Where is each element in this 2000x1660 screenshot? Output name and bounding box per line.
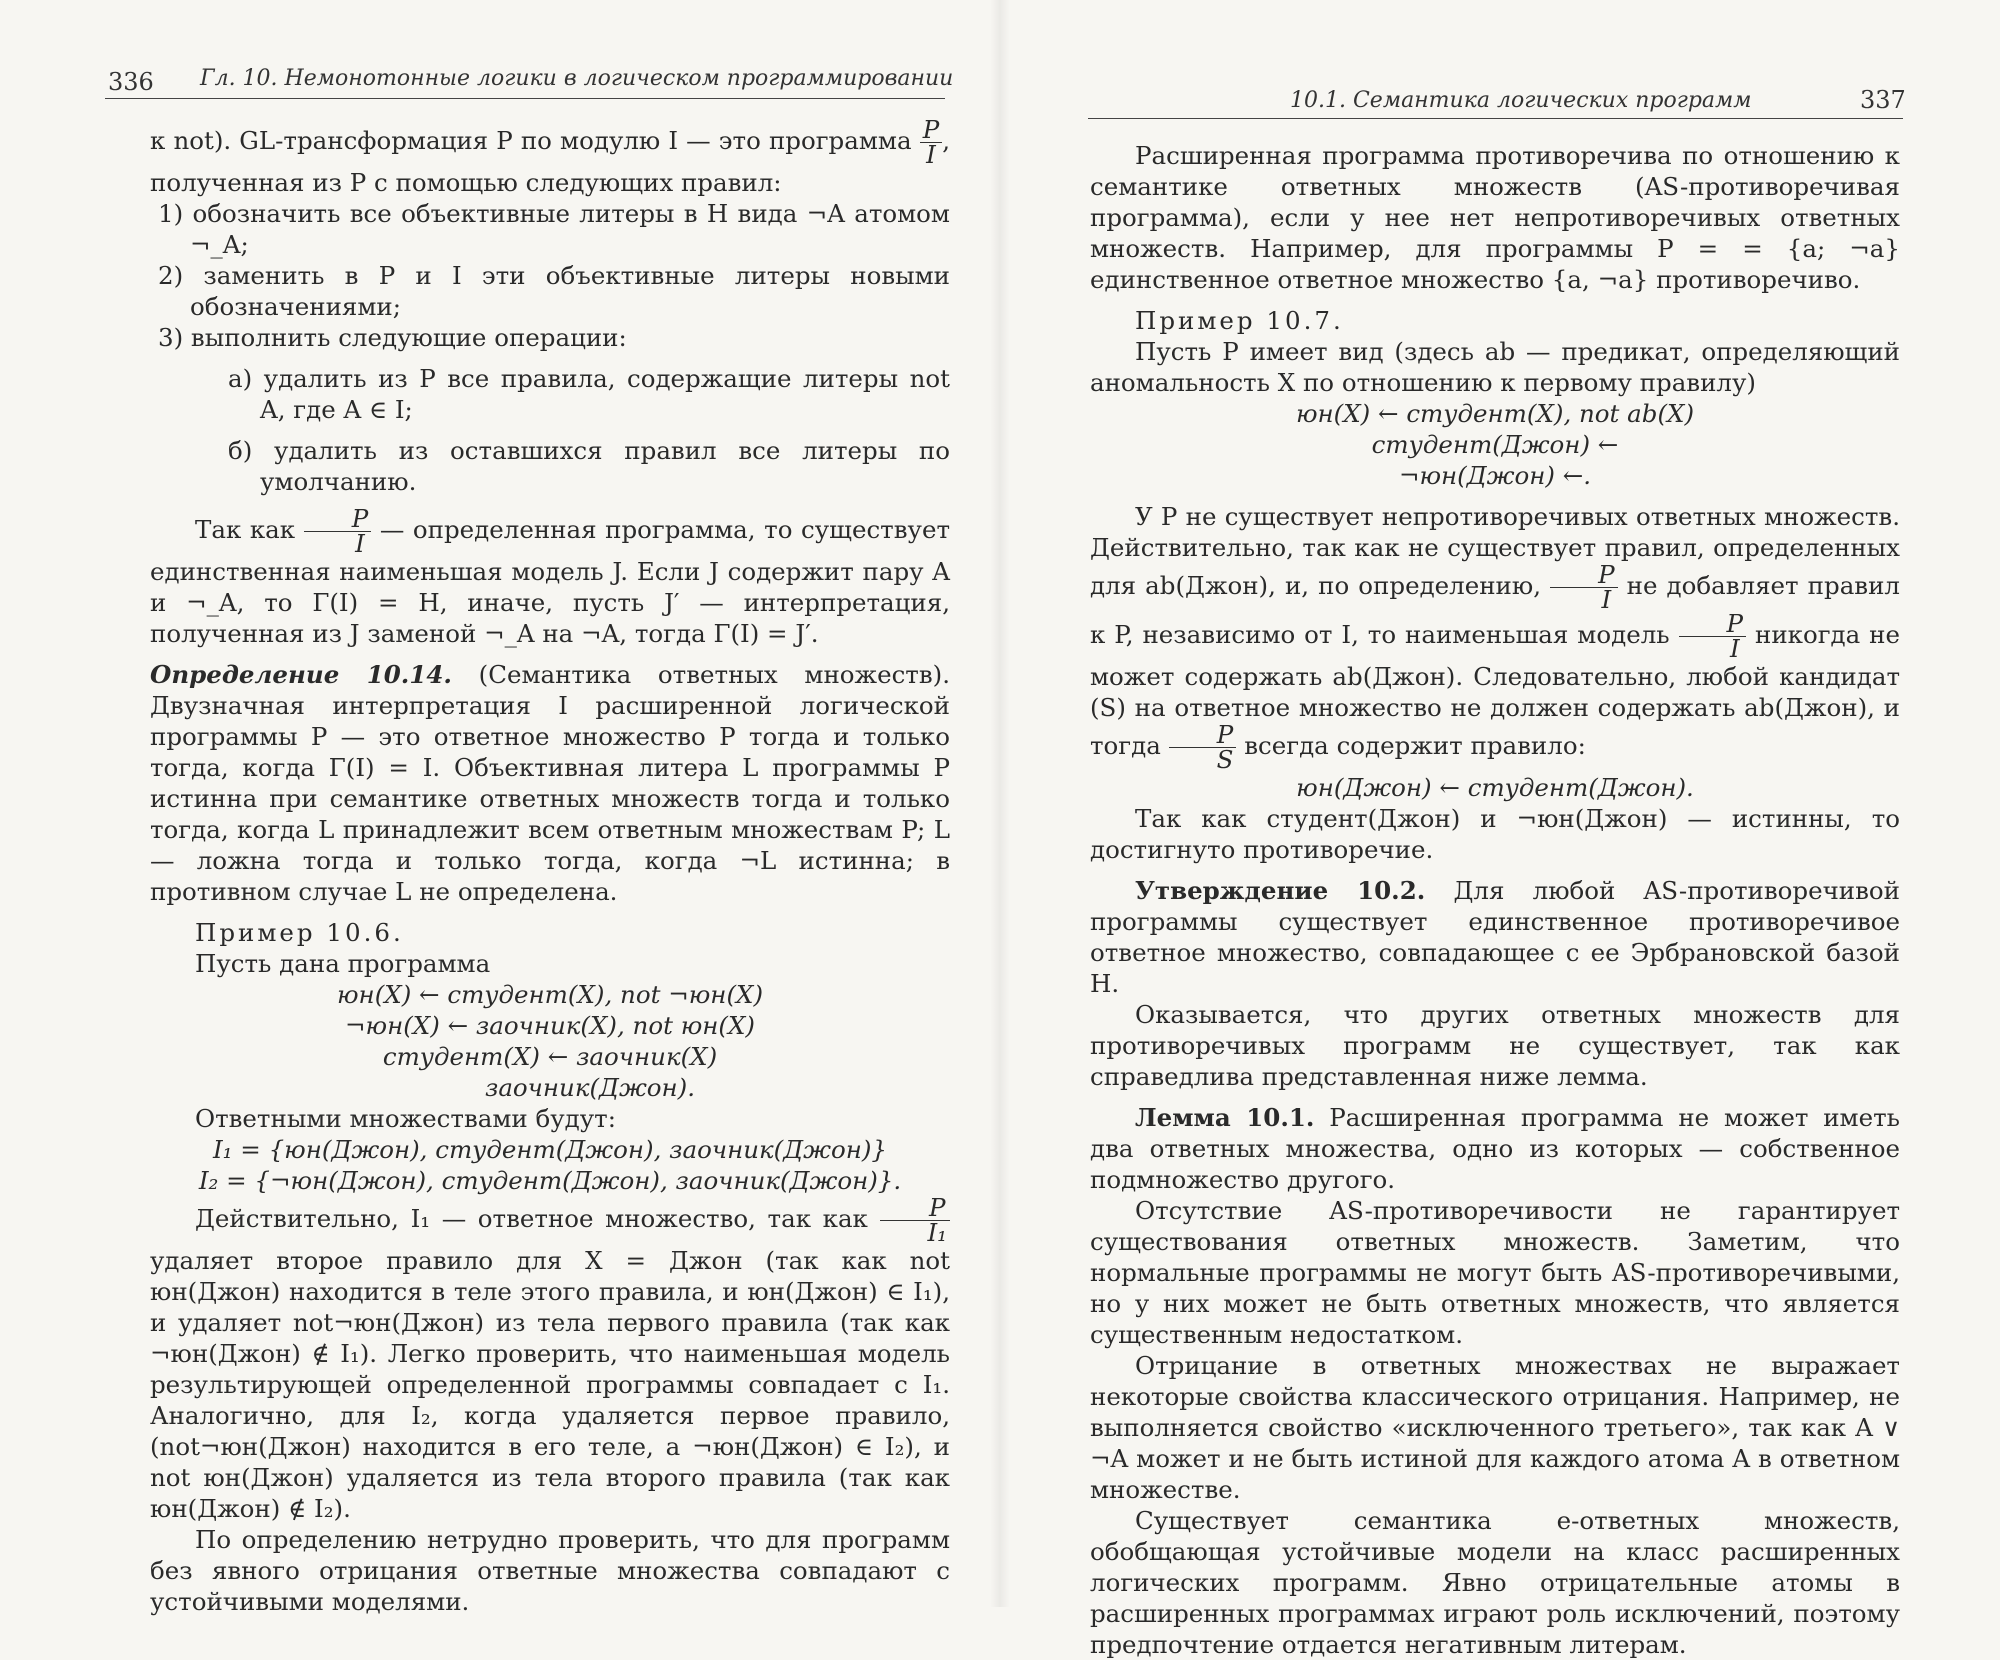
intro-paragraph: к not). GL-трансформация P по модулю I — это программа $\frac{P}{I}$ , полученная из P с помощью следующих правил:	[150, 115, 951, 197]
right-text-column	[1090, 140, 1900, 1660]
program-line: студент(X) ← заочник(X)	[382, 1042, 718, 1071]
example-title: Пример 10.7.	[1135, 306, 1344, 335]
fraction-p-over-s: $\frac{P}{S}$	[1169, 723, 1237, 772]
paragraph-e-answer-sets: Существует семантика e-ответных множеств, обобщающая устойчивые модели на класс расширенных логических программ. Явно отрицательные атомы в расширенных программах играют роль исключений, поэтому предпочтение отдается негативным литерам.	[1090, 1506, 1900, 1659]
fraction-p-over-i: $\frac{P}{I}$	[1679, 612, 1747, 661]
rule-3: 3) выполнить следующие операции:	[158, 323, 627, 352]
statement-10-2: Утверждение 10.2. Для любой AS-противоречивой программы существует единственное противоречивое ответное множество, совпадающее с ее Эрбрановской базой H.	[1090, 876, 1900, 998]
example-title: Пример 10.6.	[195, 918, 404, 947]
formula-rule: юн(Джон) ← студент(Джон).	[1296, 773, 1694, 802]
paragraph-contradictory: Расширенная программа противоречива по отношению к семантике ответных множеств (AS-противоречивая программа), если у нее нет непротиворечивых ответных множеств. Например, для программы P = = {a; ¬a} единственное ответное множество {a, ¬a} противоречиво.	[1090, 141, 1900, 294]
paragraph-definite-program: Так как $\frac{P}{I}$ — определенная программа, то существует единственная наименьшая модель J. Если J содержит пару A и ¬_A, то Γ(I) = H, иначе, пусть J′ — интерпретация, полученная из J заменой ¬_A на ¬A, тогда Γ(I) = J′.	[150, 504, 950, 648]
definition-10-14: Определение 10.14. (Семантика ответных множеств). Двузначная интерпретация I расширенной логической программы P — это ответное множество P тогда и только тогда, когда Γ(I) = I. Объективная литера L программы P истинна при семантике ответных множеств тогда и только тогда, когда L принадлежит всем ответным множествам P; L — ложна тогда и только тогда, когда ¬L истинна; в противном случае L не определена.	[150, 660, 950, 906]
paragraph-negation: Отрицание в ответных множествах не выражает некоторые свойства классического отрицания. Например, не выполняется свойство «исключенного третьего», так как A ∨ ¬A может и не быть истиной для каждого атома A в ответном множестве.	[1090, 1351, 1900, 1504]
program-line: юн(X) ← студент(X), not ab(X)	[1295, 399, 1695, 428]
paragraph-conclusion: По определению нетрудно проверить, что для программ без явного отрицания ответные множества совпадают с устойчивыми моделями.	[150, 1525, 950, 1616]
paragraph-as-consistency: Отсутствие AS-противоречивости не гарантирует существования ответных множеств. Заметим, что нормальные программы не могут быть AS-противоречивыми, но у них может не быть ответных множеств, что является существенным недостатком.	[1090, 1196, 1900, 1349]
statement-title: Утверждение 10.2.	[1135, 876, 1426, 905]
left-page	[0, 0, 1000, 1616]
rule-3a: а) удалить из P все правила, содержащие литеры not A, где A ∈ I;	[228, 364, 950, 424]
paragraph-lemma-intro: Оказывается, что других ответных множеств для противоречивых программ не существует, так как справедлива представленная ниже лемма.	[1090, 1000, 1900, 1091]
header-rule	[105, 98, 945, 99]
paragraph-contradiction: Так как студент(Джон) и ¬юн(Джон) — истинны, то достигнуто противоречие.	[1090, 804, 1900, 864]
page-number: 337	[1860, 86, 1906, 114]
lemma-10-1: Лемма 10.1. Расширенная программа не может иметь два ответных множества, одно из которых — собственное подмножество другого.	[1090, 1103, 1900, 1194]
answer-set-2: I₂ = {¬юн(Джон), студент(Джон), заочник(Джон)}.	[198, 1166, 902, 1195]
header-rule	[1088, 118, 1903, 119]
program-line: заочник(Джон).	[484, 1073, 696, 1102]
program-line: ¬юн(Джон) ←.	[1398, 461, 1592, 490]
rule-1: 1) обозначить все объективные литеры в H вида ¬A атомом ¬_A;	[158, 199, 950, 259]
program-line: студент(Джон) ←	[1371, 430, 1619, 459]
left-text-column	[150, 115, 951, 1617]
running-head: 10.1. Семантика логических программ	[1290, 88, 1752, 113]
paragraph-no-answer-sets: У P не существует непротиворечивых ответных множеств. Действительно, так как не существует правил, определенных для ab(Джон), и, по определению, $\frac{P}{I}$ не добавляет правил к P, независимо от I, то наименьшая модель $\frac{P}{I}$ никогда не может содержать ab(Джон). Следовательно, любой кандидат (S) на ответное множество не должен содержать ab(Джон), и тогда $\frac{P}{S}$ всегда содержит правило:	[1090, 502, 1900, 774]
example-intro: Пусть дана программа	[195, 949, 491, 978]
fraction-p-over-i: $\frac{P}{I}$	[920, 118, 943, 167]
example-intro: Пусть P имеет вид (здесь ab — предикат, определяющий аномальность X по отношению к первому правилу)	[1090, 337, 1900, 397]
fraction-p-over-i: $\frac{P}{I}$	[304, 507, 372, 556]
answer-set-1: I₁ = {юн(Джон), студент(Джон), заочник(Джон)}	[212, 1135, 888, 1164]
lemma-title: Лемма 10.1.	[1135, 1103, 1315, 1132]
definition-title: Определение 10.14.	[150, 660, 452, 689]
rule-3b: б) удалить из оставшихся правил все литеры по умолчанию.	[228, 436, 950, 496]
fraction-p-over-i1: $\frac{P}{\text{I₁}}$	[880, 1196, 951, 1245]
rule-2: 2) заменить в P и I эти объективные литеры новыми обозначениями;	[158, 261, 950, 321]
program-line: ¬юн(X) ← заочник(X), not юн(X)	[345, 1011, 755, 1040]
fraction-p-over-i: $\frac{P}{I}$	[1550, 563, 1618, 612]
program-line: юн(X) ← студент(X), not ¬юн(X)	[336, 980, 764, 1009]
running-head: Гл. 10. Немонотонные логики в логическом программировании	[200, 66, 954, 91]
right-page	[1000, 0, 2000, 1659]
page-number: 336	[108, 68, 154, 96]
paragraph-explanation: Действительно, I₁ — ответное множество, так как $\frac{P}{\text{I₁}}$ удаляет второе правило для X = Джон (так как not юн(Джон) находится в теле этого правила, и юн(Джон) ∈ I₁), и удаляет not¬юн(Джон) из тела первого правила (так как ¬юн(Джон) ∉ I₁). Легко проверить, что наименьшая модель результирующей определенной программы совпадает с I₁. Аналогично, для I₂, когда удаляется первое правило, (not¬юн(Джон) находится в его теле, а ¬юн(Джон) ∈ I₂), и not юн(Джон) удаляется из тела второго правила (так как юн(Джон) ∉ I₂).	[150, 1193, 950, 1523]
answers-intro: Ответными множествами будут:	[195, 1104, 616, 1133]
